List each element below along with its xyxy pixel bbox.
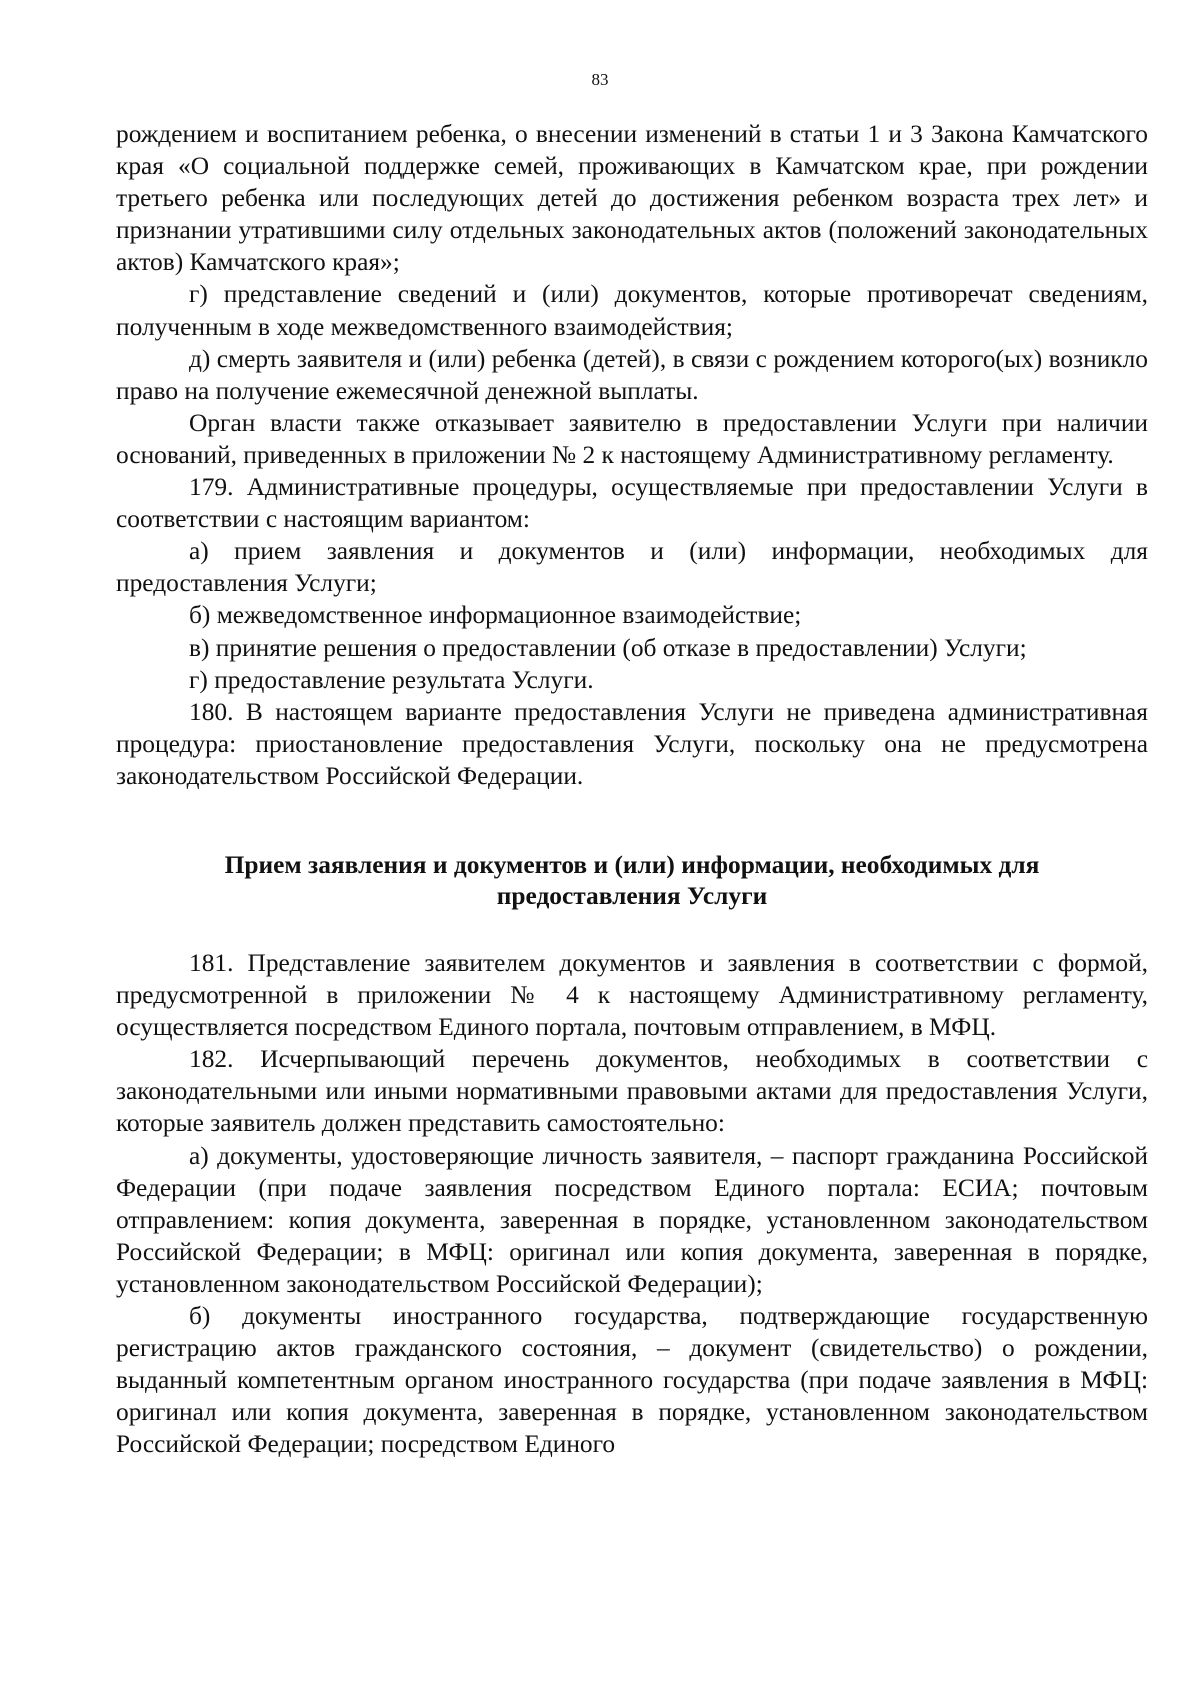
paragraph: 179. Административные процедуры, осуществляемые при предоставлении Услуги в соответствии с настоящим вариантом: xyxy=(116,473,1148,534)
paragraph: 182. Исчерпывающий перечень документов, необходимых в соответствии с законодательными или иными нормативными правовыми актами для предоставления Услуги, которые заявитель должен представить самостоятельно: xyxy=(116,1045,1148,1138)
paragraph: д) смерть заявителя и (или) ребенка (детей), в связи с рождением которого(ых) возникло право на получение ежемесячной денежной выплаты. xyxy=(116,344,1148,405)
page-number: 83 xyxy=(591,70,609,89)
paragraph: рождением и воспитанием ребенка, о внесении изменений в статьи 1 и 3 Закона Камчатского края «О социальной поддержке семей, проживающих в Камчатском крае, при рождении третьего ребенка или последующих детей до достижения ребенком возраста трех лет» и признании утратившими силу отдельных законодательных актов (положений законодательных актов) Камчатского края»; xyxy=(116,120,1148,277)
paragraph: 181. Представление заявителем документов и заявления в соответствии с формой, предусмотренной в приложении № 4 к настоящему Административному регламенту, осуществляется посредством Единого портала, почтовым отправлением, в МФЦ. xyxy=(116,948,1148,1042)
paragraph: а) прием заявления и документов и (или) информации, необходимых для предоставления Услуги; xyxy=(116,537,1148,598)
paragraph: г) представление сведений и (или) документов, которые противоречат сведениям, полученным в ходе межведомственного взаимодействия; xyxy=(116,280,1148,341)
section-heading-line-1: Прием заявления и документов и (или) информации, необходимых для xyxy=(224,850,1040,879)
section-heading-line-2: предоставления Услуги xyxy=(496,881,768,910)
paragraph: б) межведомственное информационное взаимодействие; xyxy=(189,601,802,630)
paragraph-group-bottom xyxy=(116,947,1148,1461)
section-heading xyxy=(116,850,1148,912)
paragraph: б) документы иностранного государства, подтверждающие государственную регистрацию актов гражданского состояния, – документ (свидетельство) о рождении, выданный компетентным органом иностранного государства (при подаче заявления в МФЦ: оригинал или копия документа, заверенная в порядке, установленном законодательством Российской Федерации; посредством Единого xyxy=(116,1302,1148,1459)
paragraph: 180. В настоящем варианте предоставления Услуги не приведена административная процедура: приостановление предоставления Услуги, поскольку она не предусмотрена законодательством Российской Федерации. xyxy=(116,697,1148,790)
paragraph-group-top xyxy=(116,118,1148,792)
document-body xyxy=(116,118,1148,1460)
paragraph: а) документы, удостоверяющие личность заявителя, – паспорт гражданина Российской Федерации (при подаче заявления посредством Единого портала: ЕСИА; почтовым отправлением: копия документа, заверенная в порядке, установленном законодательством Российской Федерации; в МФЦ: оригинал или копия документа, заверенная в порядке, установленном законодательством Российской Федерации); xyxy=(116,1141,1148,1298)
paragraph: в) принятие решения о предоставлении (об отказе в предоставлении) Услуги; xyxy=(189,633,1027,662)
paragraph: г) предоставление результата Услуги. xyxy=(189,665,594,694)
paragraph: Орган власти также отказывает заявителю в предоставлении Услуги при наличии оснований, приведенных в приложении № 2 к настоящему Административному регламенту. xyxy=(116,408,1148,469)
